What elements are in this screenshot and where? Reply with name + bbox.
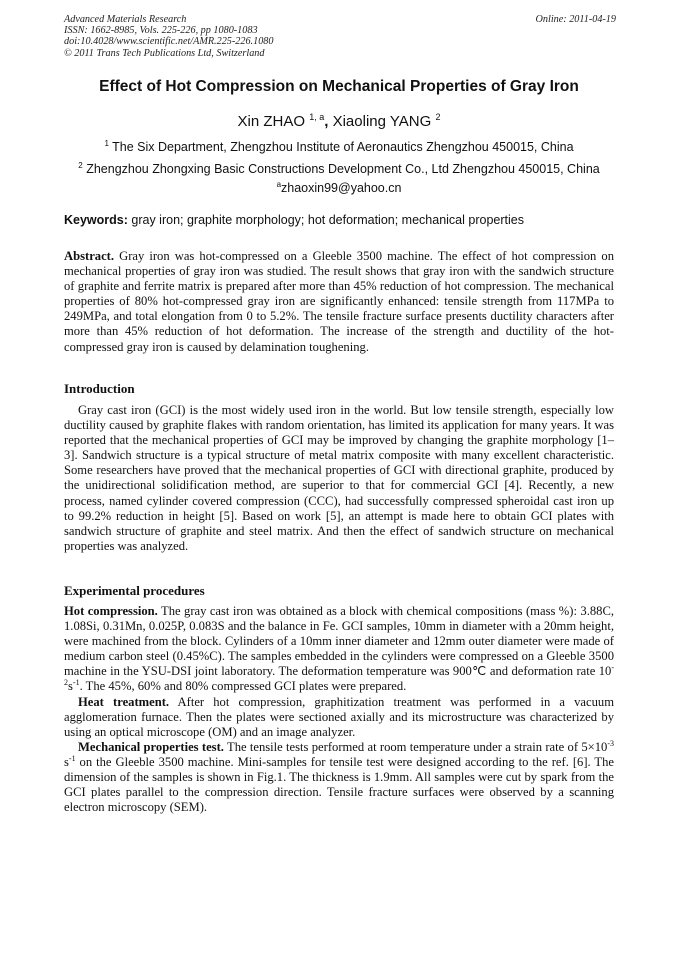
affiliation-1 [0,139,678,154]
author-separator: , [324,113,333,130]
email-mark: a [276,180,282,189]
abstract-paragraph [64,249,614,355]
online-date: Online: 2011-04-19 [535,14,616,25]
exponent: -3 [607,738,614,748]
mechanical-test-paragraph [64,740,614,815]
issn-line: ISSN: 1662-8985, Vols. 225-226, pp 1080-1083 [64,25,258,37]
heat-treatment-text: After hot compression, graphitization treatment was performed in a vacuum agglomeration furnace. Then the plates were sectioned axially and its microstructure was characterized by using an optical microscope (OM) and an image analyzer. [64,694,614,739]
hot-compression-label: Hot compression. [64,604,158,618]
journal-header [64,14,616,59]
unit: s [64,754,69,769]
email-text: zhaoxin99@yahoo.cn [281,181,402,195]
author-affil-mark: 2 [435,112,441,122]
exponent: -2 [64,663,614,688]
keywords-text: gray iron; graphite morphology; hot deformation; mechanical properties [131,213,524,227]
copyright-line: © 2011 Trans Tech Publications Ltd, Switzerland [64,47,265,59]
abstract-label: Abstract. [64,249,115,263]
affil-mark: 1 [104,139,109,148]
keywords-line [64,213,624,227]
unit: s [68,679,73,694]
author-name: Xiaoling YANG [332,113,432,130]
hot-compression-text: . The 45%, 60% and 80% compressed GCI plates were prepared. [79,679,407,694]
author-affil-mark: 1, a [309,112,325,122]
experimental-section [64,604,614,815]
keywords-label: Keywords: [64,213,128,227]
mechanical-test-label: Mechanical properties test. [78,739,224,754]
affiliation-2 [0,161,678,176]
paper-title: Effect of Hot Compression on Mechanical Properties of Gray Iron [99,78,579,95]
affil-text: Zhengzhou Zhongxing Basic Constructions Development Co., Ltd Zhengzhou 450015, China [86,162,600,176]
heat-treatment-paragraph [64,695,614,740]
author-email [0,180,678,195]
section-heading-introduction: Introduction [64,381,135,396]
mechanical-test-text: on the Gleeble 3500 machine. Mini-samples for tensile test were designed according to the ref. [6]. The dimension of the samples is shown in Fig.1. The thickness is 1.9mm. All samples were cut by spark from the GCI plates parallel to the compression direction. Tensile fracture surfaces were observed by a scanning electron microscopy (SEM). [64,754,614,815]
author-line [0,112,678,130]
heat-treatment-label: Heat treatment. [78,694,170,709]
doi-line: doi:10.4028/www.scientific.net/AMR.225-226.1080 [64,36,274,48]
exponent: -1 [68,753,76,763]
introduction-paragraph: Gray cast iron (GCI) is the most widely used iron in the world. But low tensile strength, especially low ductility caused by graphite flakes with random orientation, has limited its application for many years. It was reported that the mechanical properties of GCI may be improved by changing the graphite morphology [1–3]. Sandwich structure is a typical structure of metal matrix composite with many excellent characteristic. Some researchers have proved that the mechanical properties of GCI with directional graphite, produced by the unidirectional solidification method, are superior to that for commercial GCI [4]. Recently, a new process, named cylinder covered compression (CCC), had successfully compressed spheroidal cast iron up to 99.2% reduction in height [5]. Based on work [5], an attempt is made here to obtain GCI plates with sandwich structure of graphite and steel matrix. And then the effect of sandwich structure on mechanical properties was analyzed. [64,403,614,553]
exponent: -1 [72,678,80,688]
mechanical-test-text: The tensile tests performed at room temperature under a strain rate of 5×10 [227,739,608,754]
author-name: Xin ZHAO [237,113,306,130]
journal-name: Advanced Materials Research [64,14,187,25]
hot-compression-paragraph [64,604,614,695]
section-heading-experimental: Experimental procedures [64,583,205,598]
hot-compression-text: The gray cast iron was obtained as a block with chemical compositions (mass %): 3.88C, 1.08Si, 0.31Mn, 0.025P, 0.083S and the balance in Fe. GCI samples, 10mm in diameter with a 20mm height, were machined from the block. Cylinders of a 10mm inner diameter and 12mm outer diameter were made of medium carbon steel (0.45%C). The samples embedded in the cylinders were compressed on a Gleeble 3500 machine in the YSU-DSI joint laboratory. The deformation temperature was 900℃ and deformation rate 10 [64,604,614,679]
affil-text: The Six Department, Zhengzhou Institute of Aeronautics Zhengzhou 450015, China [112,140,574,154]
abstract-text: Gray iron was hot-compressed on a Gleeble 3500 machine. The effect of hot compression on mechanical properties of gray iron was studied. The result shows that gray iron with the sandwich structure of graphite and ferrite matrix is prepared after more than 45% reduction of hot compression. The mechanical properties of 80% hot-compressed gray iron are significantly enhanced: tensile strength from 117MPa to 249MPa, and total elongation from 0 to 5.2%. The tensile fracture surface presents ductility characters after more than 45% reduction of hot deformation. The increase of the strength and ductility of the hot-compressed gray iron is caused by delamination toughening. [64,249,614,354]
affil-mark: 2 [78,161,83,170]
